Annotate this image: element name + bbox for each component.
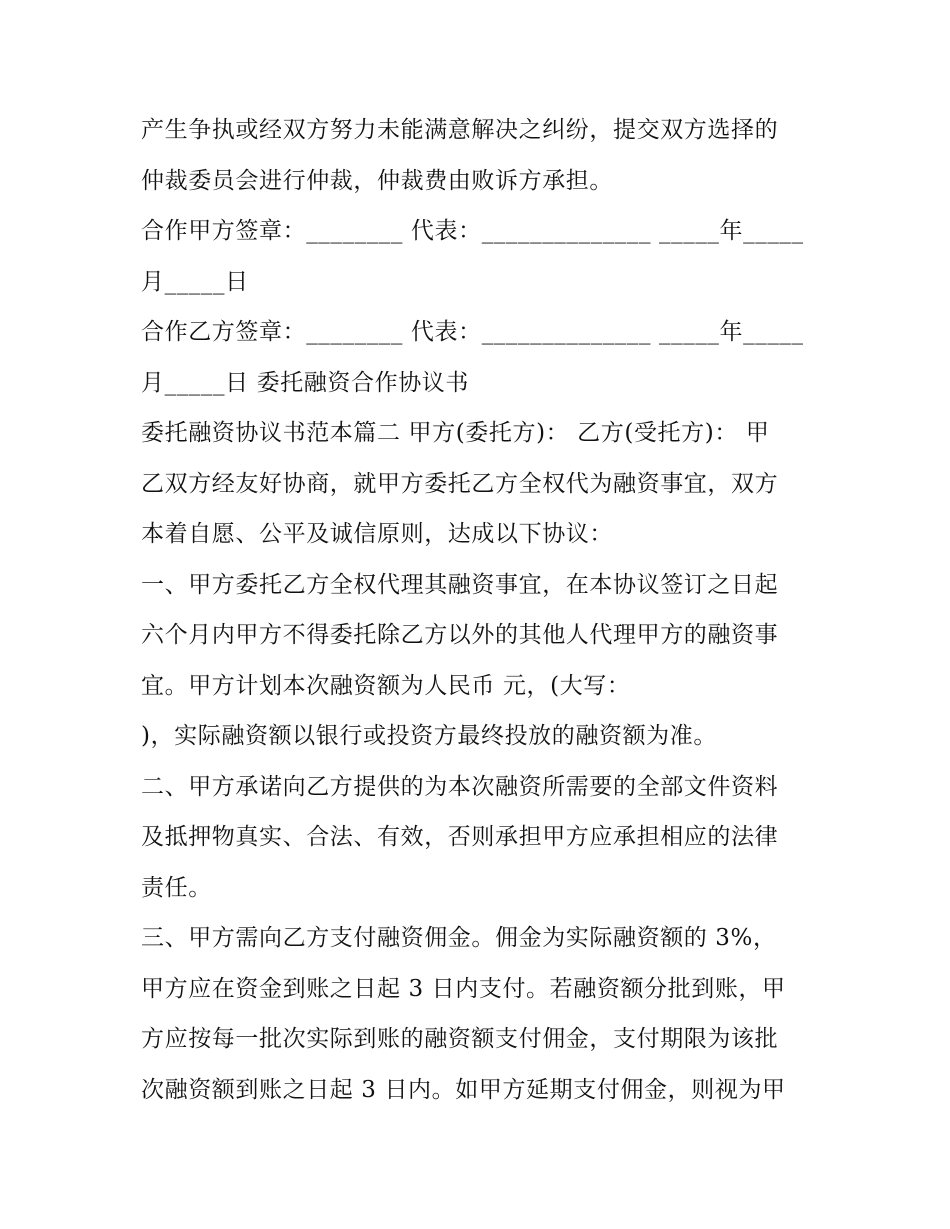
clause-3-line: 次融资额到账之日起 3 日内。如甲方延期支付佣金，则视为甲 [141,1077,786,1103]
clause-1-line: )，实际融资额以银行或投资方最终投放的融资额为准。 [141,723,717,749]
clause-3-line: 三、甲方需向乙方支付融资佣金。佣金为实际融资额的 3%， [141,925,777,951]
signature-line-party-a: 合作甲方签章：________ 代表：______________ _____年_____ [141,218,804,244]
clause-2-line: 责任。 [141,875,212,901]
text-line: 乙双方经友好协商，就甲方委托乙方全权代为融资事宜，双方 [141,471,779,497]
text-line: 产生争执或经双方努力未能满意解决之纠纷，提交双方选择的 [141,117,779,143]
clause-1-line: 一、甲方委托乙方全权代理其融资事宜，在本协议签订之日起 [141,572,779,598]
signature-line-party-b: 合作乙方签章：________ 代表：______________ _____年_____ [141,319,804,345]
date-line-party-a: 月_____日 [141,269,249,295]
text-line: 委托融资协议书范本篇二 甲方(委托方)： 乙方(受托方)： 甲 [141,420,770,446]
text-line: 本着自愿、公平及诚信原则，达成以下协议： [141,521,613,547]
clause-1-line: 六个月内甲方不得委托除乙方以外的其他人代理甲方的融资事 [141,622,779,648]
clause-2-line: 二、甲方承诺向乙方提供的为本次融资所需要的全部文件资料 [141,774,779,800]
date-line-party-b: 月_____日 委托融资合作协议书 [141,370,470,396]
clause-1-line: 宜。甲方计划本次融资额为人民币 元，(大写： [141,673,631,699]
clause-2-line: 及抵押物真实、合法、有效，否则承担甲方应承担相应的法律 [141,824,779,850]
clause-3-line: 甲方应在资金到账之日起 3 日内支付。若融资额分批到账，甲 [141,976,786,1002]
text-line: 仲裁委员会进行仲裁，仲裁费由败诉方承担。 [141,168,613,194]
clause-3-line: 方应按每一批次实际到账的融资额支付佣金，支付期限为该批 [141,1026,779,1052]
